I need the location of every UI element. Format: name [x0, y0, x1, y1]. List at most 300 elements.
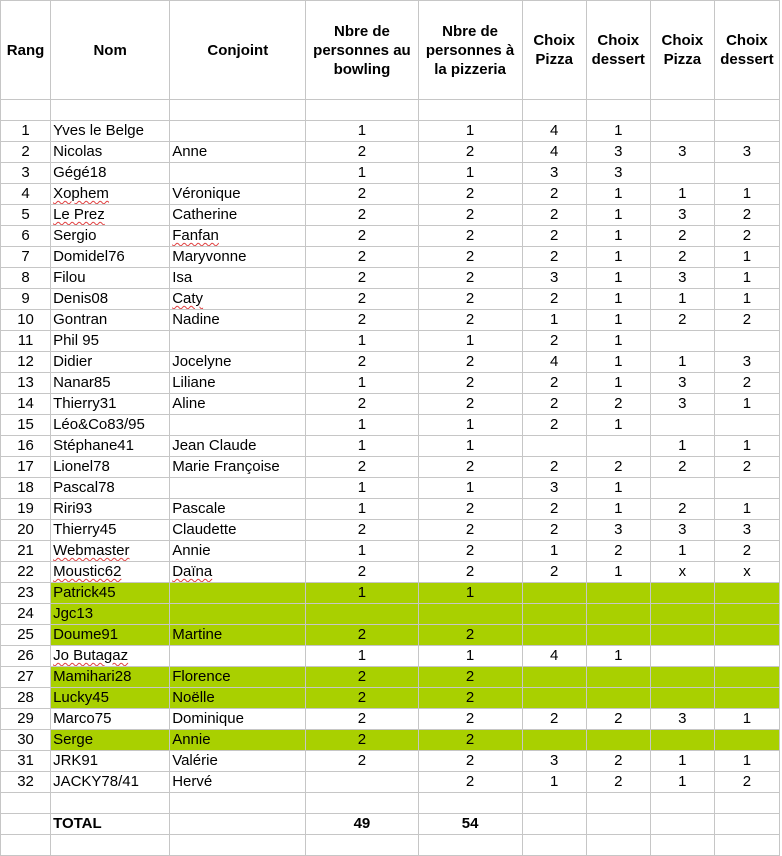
pizzeria-cell[interactable] [418, 625, 522, 646]
choix-pizza-2-cell[interactable] [650, 751, 714, 772]
blank-cell[interactable] [418, 835, 522, 856]
blank-cell[interactable] [650, 793, 714, 814]
conjoint-cell[interactable] [170, 163, 306, 184]
pizzeria-cell[interactable] [418, 289, 522, 310]
choix-dessert-2-cell[interactable] [714, 247, 779, 268]
total-pizzeria[interactable]: 54 [418, 814, 522, 835]
nom-cell[interactable] [51, 730, 170, 751]
choix-dessert-1-cell[interactable] [586, 184, 650, 205]
nom-cell[interactable] [51, 415, 170, 436]
choix-dessert-2-cell[interactable] [714, 268, 779, 289]
conjoint-cell[interactable] [170, 205, 306, 226]
choix-pizza-1-cell[interactable] [522, 709, 586, 730]
rang-cell[interactable] [1, 247, 51, 268]
conjoint-cell[interactable] [170, 226, 306, 247]
choix-pizza-1-cell[interactable] [522, 205, 586, 226]
choix-pizza-1-cell[interactable] [522, 604, 586, 625]
blank-cell[interactable] [418, 100, 522, 121]
nom-cell[interactable] [51, 709, 170, 730]
pizzeria-cell[interactable] [418, 247, 522, 268]
choix-pizza-2-cell[interactable] [650, 562, 714, 583]
nom-cell[interactable] [51, 625, 170, 646]
choix-dessert-2-cell[interactable] [714, 142, 779, 163]
choix-dessert-1-cell[interactable] [586, 415, 650, 436]
bowling-cell[interactable] [306, 772, 418, 793]
choix-pizza-2-cell[interactable] [650, 457, 714, 478]
choix-dessert-1-cell[interactable] [586, 394, 650, 415]
bowling-cell[interactable] [306, 121, 418, 142]
choix-dessert-1-cell[interactable] [586, 667, 650, 688]
conjoint-cell[interactable] [170, 583, 306, 604]
pizzeria-cell[interactable] [418, 205, 522, 226]
bowling-cell[interactable] [306, 436, 418, 457]
choix-dessert-2-cell[interactable] [714, 709, 779, 730]
bowling-cell[interactable] [306, 289, 418, 310]
conjoint-cell[interactable] [170, 289, 306, 310]
bowling-cell[interactable] [306, 646, 418, 667]
choix-dessert-2-cell[interactable] [714, 331, 779, 352]
conjoint-cell[interactable] [170, 688, 306, 709]
pizzeria-cell[interactable] [418, 646, 522, 667]
blank-cell[interactable] [51, 793, 170, 814]
blank-cell[interactable] [1, 100, 51, 121]
choix-dessert-2-cell[interactable] [714, 730, 779, 751]
pizzeria-cell[interactable] [418, 373, 522, 394]
pizzeria-cell[interactable] [418, 667, 522, 688]
choix-pizza-2-cell[interactable] [650, 373, 714, 394]
choix-dessert-2-cell[interactable] [714, 541, 779, 562]
choix-pizza-1-cell[interactable] [522, 562, 586, 583]
choix-pizza-2-cell[interactable] [650, 499, 714, 520]
nom-cell[interactable] [51, 268, 170, 289]
conjoint-cell[interactable] [170, 352, 306, 373]
blank-cell[interactable] [650, 835, 714, 856]
choix-pizza-2-cell[interactable] [650, 121, 714, 142]
choix-dessert-1-cell[interactable] [586, 226, 650, 247]
choix-dessert-2-cell[interactable] [714, 688, 779, 709]
choix-dessert-1-cell[interactable] [586, 583, 650, 604]
choix-pizza-2-cell[interactable] [650, 205, 714, 226]
pizzeria-cell[interactable] [418, 751, 522, 772]
choix-pizza-2-cell[interactable] [650, 583, 714, 604]
header-choix-pizza-2[interactable]: Choix Pizza [650, 1, 714, 100]
choix-dessert-2-cell[interactable] [714, 436, 779, 457]
rang-cell[interactable] [1, 394, 51, 415]
choix-pizza-2-cell[interactable] [650, 625, 714, 646]
pizzeria-cell[interactable] [418, 499, 522, 520]
rang-cell[interactable] [1, 646, 51, 667]
choix-pizza-1-cell[interactable] [522, 730, 586, 751]
pizzeria-cell[interactable] [418, 457, 522, 478]
nom-cell[interactable] [51, 667, 170, 688]
choix-dessert-1-cell[interactable] [586, 457, 650, 478]
choix-pizza-1-cell[interactable] [522, 331, 586, 352]
nom-cell[interactable] [51, 331, 170, 352]
choix-pizza-2-cell[interactable] [650, 289, 714, 310]
bowling-cell[interactable] [306, 184, 418, 205]
nom-cell[interactable] [51, 163, 170, 184]
choix-pizza-1-cell[interactable] [522, 667, 586, 688]
blank-cell[interactable] [650, 100, 714, 121]
bowling-cell[interactable] [306, 541, 418, 562]
pizzeria-cell[interactable] [418, 709, 522, 730]
blank-cell[interactable] [170, 835, 306, 856]
choix-dessert-1-cell[interactable] [586, 562, 650, 583]
nom-cell[interactable] [51, 478, 170, 499]
pizzeria-cell[interactable] [418, 226, 522, 247]
bowling-cell[interactable] [306, 142, 418, 163]
rang-cell[interactable] [1, 604, 51, 625]
pizzeria-cell[interactable] [418, 688, 522, 709]
blank-cell[interactable] [306, 835, 418, 856]
conjoint-cell[interactable] [170, 646, 306, 667]
nom-cell[interactable] [51, 520, 170, 541]
bowling-cell[interactable] [306, 520, 418, 541]
bowling-cell[interactable] [306, 709, 418, 730]
choix-pizza-2-cell[interactable] [650, 541, 714, 562]
choix-dessert-2-cell[interactable] [714, 625, 779, 646]
blank-cell[interactable] [170, 793, 306, 814]
rang-cell[interactable] [1, 331, 51, 352]
choix-pizza-1-cell[interactable] [522, 688, 586, 709]
rang-cell[interactable] [1, 583, 51, 604]
conjoint-cell[interactable] [170, 520, 306, 541]
choix-dessert-2-cell[interactable] [714, 499, 779, 520]
rang-cell[interactable] [1, 352, 51, 373]
choix-dessert-2-cell[interactable] [714, 184, 779, 205]
header-bowling[interactable]: Nbre de personnes au bowling [306, 1, 418, 100]
choix-dessert-1-cell[interactable] [586, 310, 650, 331]
choix-dessert-2-cell[interactable] [714, 604, 779, 625]
choix-pizza-2-cell[interactable] [650, 604, 714, 625]
choix-dessert-1-cell[interactable] [586, 646, 650, 667]
choix-pizza-1-cell[interactable] [522, 541, 586, 562]
bowling-cell[interactable] [306, 457, 418, 478]
rang-cell[interactable] [1, 142, 51, 163]
header-choix-dessert-2[interactable]: Choix dessert [714, 1, 779, 100]
bowling-cell[interactable] [306, 268, 418, 289]
blank-cell[interactable] [586, 793, 650, 814]
bowling-cell[interactable] [306, 163, 418, 184]
blank-cell[interactable] [170, 100, 306, 121]
choix-dessert-2-cell[interactable] [714, 352, 779, 373]
conjoint-cell[interactable] [170, 184, 306, 205]
choix-pizza-2-cell[interactable] [650, 394, 714, 415]
pizzeria-cell[interactable] [418, 541, 522, 562]
pizzeria-cell[interactable] [418, 562, 522, 583]
blank-cell[interactable] [714, 835, 779, 856]
pizzeria-cell[interactable] [418, 163, 522, 184]
nom-cell[interactable] [51, 688, 170, 709]
choix-pizza-1-cell[interactable] [522, 184, 586, 205]
choix-pizza-1-cell[interactable] [522, 289, 586, 310]
conjoint-cell[interactable] [170, 310, 306, 331]
choix-dessert-1-cell[interactable] [586, 751, 650, 772]
rang-cell[interactable] [1, 751, 51, 772]
choix-dessert-2-cell[interactable] [714, 772, 779, 793]
blank-cell[interactable] [586, 100, 650, 121]
blank-cell[interactable] [1, 793, 51, 814]
total-bowling[interactable]: 49 [306, 814, 418, 835]
pizzeria-cell[interactable] [418, 604, 522, 625]
nom-cell[interactable] [51, 394, 170, 415]
bowling-cell[interactable] [306, 331, 418, 352]
conjoint-cell[interactable] [170, 604, 306, 625]
blank-cell[interactable] [522, 835, 586, 856]
choix-dessert-1-cell[interactable] [586, 772, 650, 793]
conjoint-cell[interactable] [170, 331, 306, 352]
rang-cell[interactable] [1, 415, 51, 436]
rang-cell[interactable] [1, 709, 51, 730]
blank-cell[interactable] [418, 793, 522, 814]
conjoint-cell[interactable] [170, 751, 306, 772]
bowling-cell[interactable] [306, 352, 418, 373]
choix-pizza-2-cell[interactable] [650, 436, 714, 457]
nom-cell[interactable] [51, 226, 170, 247]
bowling-cell[interactable] [306, 562, 418, 583]
choix-pizza-1-cell[interactable] [522, 457, 586, 478]
choix-pizza-2-cell[interactable] [650, 772, 714, 793]
conjoint-cell[interactable] [170, 667, 306, 688]
total-empty-cell[interactable] [522, 814, 586, 835]
rang-cell[interactable] [1, 562, 51, 583]
choix-dessert-2-cell[interactable] [714, 226, 779, 247]
choix-pizza-1-cell[interactable] [522, 268, 586, 289]
choix-dessert-1-cell[interactable] [586, 520, 650, 541]
nom-cell[interactable] [51, 541, 170, 562]
choix-pizza-1-cell[interactable] [522, 226, 586, 247]
bowling-cell[interactable] [306, 604, 418, 625]
choix-dessert-1-cell[interactable] [586, 688, 650, 709]
conjoint-cell[interactable] [170, 457, 306, 478]
pizzeria-cell[interactable] [418, 331, 522, 352]
nom-cell[interactable] [51, 583, 170, 604]
bowling-cell[interactable] [306, 499, 418, 520]
choix-pizza-1-cell[interactable] [522, 520, 586, 541]
conjoint-cell[interactable] [170, 415, 306, 436]
conjoint-cell[interactable] [170, 394, 306, 415]
conjoint-cell[interactable] [170, 142, 306, 163]
bowling-cell[interactable] [306, 373, 418, 394]
nom-cell[interactable] [51, 247, 170, 268]
rang-cell[interactable] [1, 184, 51, 205]
choix-dessert-2-cell[interactable] [714, 205, 779, 226]
conjoint-cell[interactable] [170, 772, 306, 793]
pizzeria-cell[interactable] [418, 121, 522, 142]
rang-cell[interactable] [1, 373, 51, 394]
choix-dessert-2-cell[interactable] [714, 478, 779, 499]
nom-cell[interactable] [51, 289, 170, 310]
choix-pizza-1-cell[interactable] [522, 625, 586, 646]
blank-cell[interactable] [306, 100, 418, 121]
choix-dessert-1-cell[interactable] [586, 352, 650, 373]
choix-pizza-2-cell[interactable] [650, 730, 714, 751]
choix-dessert-1-cell[interactable] [586, 604, 650, 625]
pizzeria-cell[interactable] [418, 352, 522, 373]
rang-cell[interactable] [1, 121, 51, 142]
pizzeria-cell[interactable] [418, 730, 522, 751]
pizzeria-cell[interactable] [418, 142, 522, 163]
choix-pizza-2-cell[interactable] [650, 226, 714, 247]
nom-cell[interactable] [51, 499, 170, 520]
rang-cell[interactable] [1, 226, 51, 247]
blank-cell[interactable] [51, 100, 170, 121]
choix-pizza-2-cell[interactable] [650, 520, 714, 541]
pizzeria-cell[interactable] [418, 310, 522, 331]
conjoint-cell[interactable] [170, 436, 306, 457]
choix-pizza-1-cell[interactable] [522, 751, 586, 772]
blank-cell[interactable] [586, 835, 650, 856]
nom-cell[interactable] [51, 121, 170, 142]
choix-dessert-1-cell[interactable] [586, 541, 650, 562]
header-choix-dessert-1[interactable]: Choix dessert [586, 1, 650, 100]
conjoint-cell[interactable] [170, 499, 306, 520]
choix-pizza-2-cell[interactable] [650, 310, 714, 331]
nom-cell[interactable] [51, 562, 170, 583]
header-conjoint[interactable]: Conjoint [170, 1, 306, 100]
choix-dessert-1-cell[interactable] [586, 121, 650, 142]
choix-dessert-1-cell[interactable] [586, 478, 650, 499]
nom-cell[interactable] [51, 751, 170, 772]
total-empty-cell[interactable] [714, 814, 779, 835]
bowling-cell[interactable] [306, 310, 418, 331]
nom-cell[interactable] [51, 142, 170, 163]
pizzeria-cell[interactable] [418, 583, 522, 604]
choix-dessert-1-cell[interactable] [586, 625, 650, 646]
conjoint-cell[interactable] [170, 625, 306, 646]
conjoint-cell[interactable] [170, 709, 306, 730]
rang-cell[interactable] [1, 268, 51, 289]
choix-dessert-1-cell[interactable] [586, 142, 650, 163]
rang-cell[interactable] [1, 667, 51, 688]
bowling-cell[interactable] [306, 667, 418, 688]
conjoint-cell[interactable] [170, 478, 306, 499]
conjoint-cell[interactable] [170, 247, 306, 268]
choix-pizza-1-cell[interactable] [522, 646, 586, 667]
nom-cell[interactable] [51, 184, 170, 205]
choix-dessert-1-cell[interactable] [586, 373, 650, 394]
choix-pizza-1-cell[interactable] [522, 352, 586, 373]
total-rang-cell[interactable] [1, 814, 51, 835]
header-choix-pizza-1[interactable]: Choix Pizza [522, 1, 586, 100]
header-pizzeria[interactable]: Nbre de personnes à la pizzeria [418, 1, 522, 100]
rang-cell[interactable] [1, 541, 51, 562]
choix-pizza-1-cell[interactable] [522, 415, 586, 436]
choix-dessert-1-cell[interactable] [586, 289, 650, 310]
bowling-cell[interactable] [306, 205, 418, 226]
choix-pizza-1-cell[interactable] [522, 478, 586, 499]
choix-dessert-2-cell[interactable] [714, 520, 779, 541]
rang-cell[interactable] [1, 688, 51, 709]
bowling-cell[interactable] [306, 247, 418, 268]
choix-pizza-1-cell[interactable] [522, 772, 586, 793]
choix-pizza-1-cell[interactable] [522, 394, 586, 415]
choix-pizza-2-cell[interactable] [650, 709, 714, 730]
rang-cell[interactable] [1, 310, 51, 331]
choix-dessert-2-cell[interactable] [714, 163, 779, 184]
conjoint-cell[interactable] [170, 541, 306, 562]
conjoint-cell[interactable] [170, 373, 306, 394]
choix-dessert-2-cell[interactable] [714, 121, 779, 142]
total-empty-cell[interactable] [650, 814, 714, 835]
choix-dessert-2-cell[interactable] [714, 394, 779, 415]
pizzeria-cell[interactable] [418, 394, 522, 415]
bowling-cell[interactable] [306, 583, 418, 604]
choix-dessert-1-cell[interactable] [586, 331, 650, 352]
choix-dessert-1-cell[interactable] [586, 268, 650, 289]
choix-pizza-2-cell[interactable] [650, 163, 714, 184]
choix-pizza-1-cell[interactable] [522, 310, 586, 331]
choix-pizza-1-cell[interactable] [522, 436, 586, 457]
blank-cell[interactable] [1, 835, 51, 856]
total-label[interactable]: TOTAL [51, 814, 170, 835]
nom-cell[interactable] [51, 352, 170, 373]
rang-cell[interactable] [1, 730, 51, 751]
choix-pizza-2-cell[interactable] [650, 268, 714, 289]
rang-cell[interactable] [1, 772, 51, 793]
choix-pizza-1-cell[interactable] [522, 163, 586, 184]
conjoint-cell[interactable] [170, 121, 306, 142]
bowling-cell[interactable] [306, 730, 418, 751]
choix-dessert-2-cell[interactable] [714, 457, 779, 478]
choix-pizza-1-cell[interactable] [522, 247, 586, 268]
blank-cell[interactable] [522, 793, 586, 814]
choix-pizza-1-cell[interactable] [522, 121, 586, 142]
blank-cell[interactable] [51, 835, 170, 856]
rang-cell[interactable] [1, 457, 51, 478]
pizzeria-cell[interactable] [418, 415, 522, 436]
conjoint-cell[interactable] [170, 562, 306, 583]
rang-cell[interactable] [1, 436, 51, 457]
choix-pizza-2-cell[interactable] [650, 688, 714, 709]
choix-pizza-1-cell[interactable] [522, 373, 586, 394]
blank-cell[interactable] [522, 100, 586, 121]
choix-dessert-1-cell[interactable] [586, 499, 650, 520]
choix-dessert-1-cell[interactable] [586, 709, 650, 730]
nom-cell[interactable] [51, 373, 170, 394]
choix-pizza-2-cell[interactable] [650, 667, 714, 688]
bowling-cell[interactable] [306, 394, 418, 415]
blank-cell[interactable] [714, 100, 779, 121]
rang-cell[interactable] [1, 289, 51, 310]
pizzeria-cell[interactable] [418, 184, 522, 205]
choix-dessert-2-cell[interactable] [714, 751, 779, 772]
rang-cell[interactable] [1, 205, 51, 226]
nom-cell[interactable] [51, 772, 170, 793]
choix-pizza-2-cell[interactable] [650, 478, 714, 499]
nom-cell[interactable] [51, 646, 170, 667]
nom-cell[interactable] [51, 310, 170, 331]
conjoint-cell[interactable] [170, 730, 306, 751]
blank-cell[interactable] [306, 793, 418, 814]
choix-dessert-2-cell[interactable] [714, 646, 779, 667]
choix-dessert-2-cell[interactable] [714, 667, 779, 688]
total-conjoint-cell[interactable] [170, 814, 306, 835]
nom-cell[interactable] [51, 604, 170, 625]
choix-dessert-1-cell[interactable] [586, 205, 650, 226]
choix-pizza-2-cell[interactable] [650, 331, 714, 352]
blank-cell[interactable] [714, 793, 779, 814]
bowling-cell[interactable] [306, 478, 418, 499]
choix-pizza-1-cell[interactable] [522, 142, 586, 163]
rang-cell[interactable] [1, 625, 51, 646]
rang-cell[interactable] [1, 520, 51, 541]
choix-pizza-2-cell[interactable] [650, 415, 714, 436]
bowling-cell[interactable] [306, 751, 418, 772]
choix-pizza-2-cell[interactable] [650, 352, 714, 373]
choix-dessert-2-cell[interactable] [714, 310, 779, 331]
nom-cell[interactable] [51, 436, 170, 457]
